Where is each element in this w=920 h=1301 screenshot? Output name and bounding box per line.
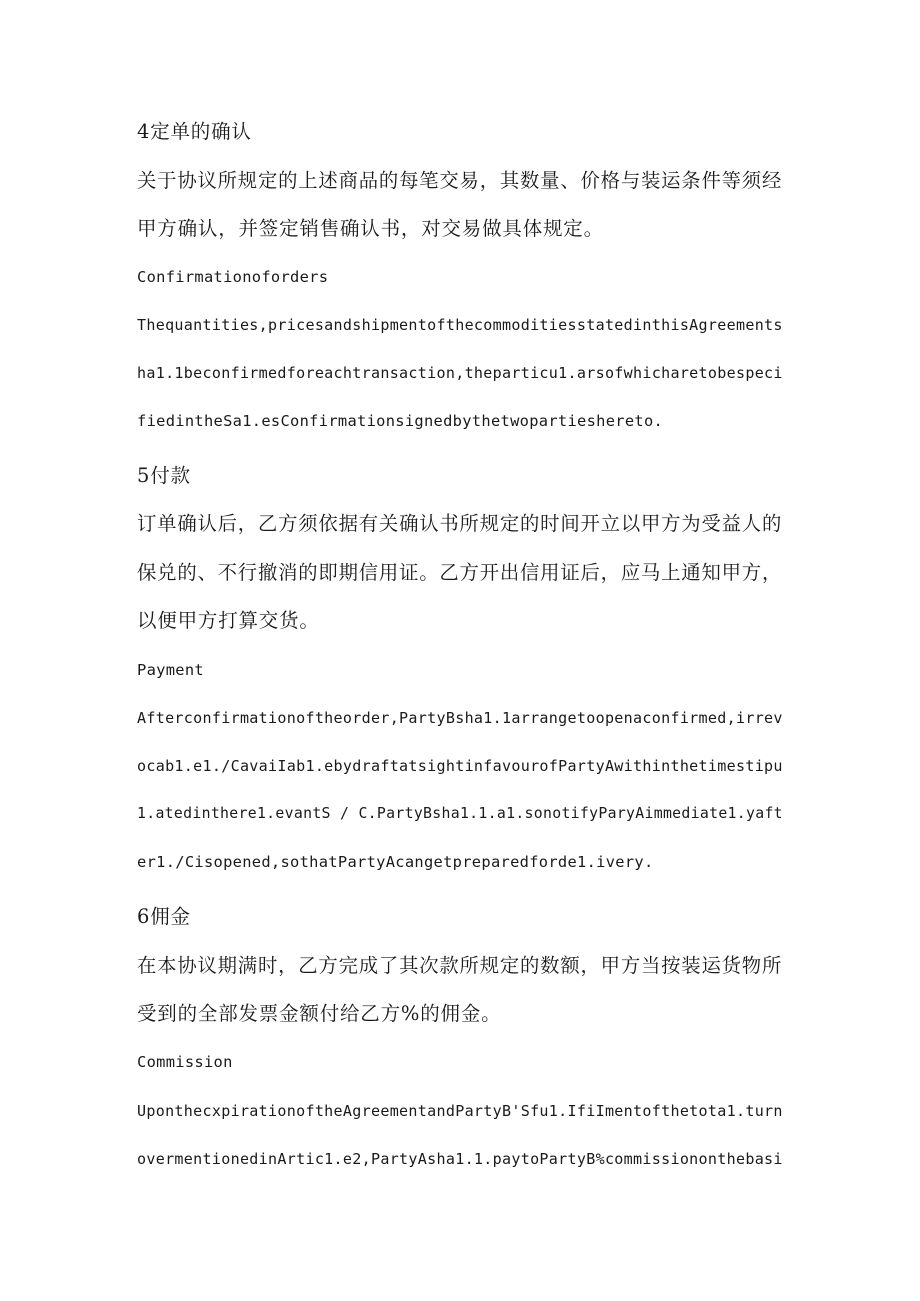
section-4-zh-line-1: 关于协议所规定的上述商品的每笔交易，其数量、价格与装运条件等须经 <box>137 169 783 192</box>
section-4-en-line-2: ha1.1beconfirmedforeachtransaction,theparticu1.arsofwhicharetobespeci <box>137 364 783 382</box>
section-4-zh-heading: 4定单的确认 <box>137 120 252 143</box>
section-4-en-heading: Confirmationoforders <box>137 268 329 286</box>
section-5-en-line-1: Afterconfirmationoftheorder,PartyBsha1.1arrangetoopenaconfirmed,irrev <box>137 709 783 727</box>
section-5-zh-line-2: 保兑的、不行撤消的即期信用证。乙方开出信用证后，应马上通知甲方， <box>137 561 783 584</box>
section-4-zh-line-2: 甲方确认，并签定销售确认书，对交易做具体规定。 <box>137 217 604 240</box>
section-4-en-line-3: fiedintheSa1.esConfirmationsignedbythetwopartieshereto. <box>137 412 664 430</box>
section-5-en-line-2: ocab1.e1./CavaiIab1.ebydraftatsightinfavourofPartyAwithinthetimestipu <box>137 757 783 775</box>
section-6-zh-line-1: 在本协议期满时，乙方完成了其次款所规定的数额，甲方当按装运货物所 <box>137 954 783 977</box>
section-5-en-line-3: 1.atedinthere1.evantS / C.PartyBsha1.1.a1.sonotifyParyAimmediate1.yaft <box>137 805 783 822</box>
section-6-zh-line-2: 受到的全部发票金额付给乙方%的佣金。 <box>137 1002 502 1025</box>
section-4-en-line-1: Thequantities,pricesandshipmentofthecommoditiesstatedinthisAgreements <box>137 316 783 334</box>
section-6-en-line-2: overmentionedinArtic1.e2,PartyAsha1.1.paytoPartyB%commissiononthebasi <box>137 1150 783 1168</box>
section-6-en-heading: Commission <box>137 1053 233 1071</box>
section-5-en-heading: Payment <box>137 661 204 679</box>
section-5-zh-line-3: 以便甲方打算交货。 <box>137 609 320 632</box>
section-5-en-line-4: er1./Cisopened,sothatPartyAcangetpreparedforde1.ivery. <box>137 853 654 871</box>
section-5-zh-line-1: 订单确认后，乙方须依据有关确认书所规定的时间开立以甲方为受益人的 <box>137 512 783 535</box>
section-6-zh-heading: 6佣金 <box>137 905 191 928</box>
section-6-en-line-1: UponthecxpirationoftheAgreementandPartyB'Sfu1.IfiImentofthetota1.turn <box>137 1102 783 1120</box>
section-5-zh-heading: 5付款 <box>137 464 191 487</box>
